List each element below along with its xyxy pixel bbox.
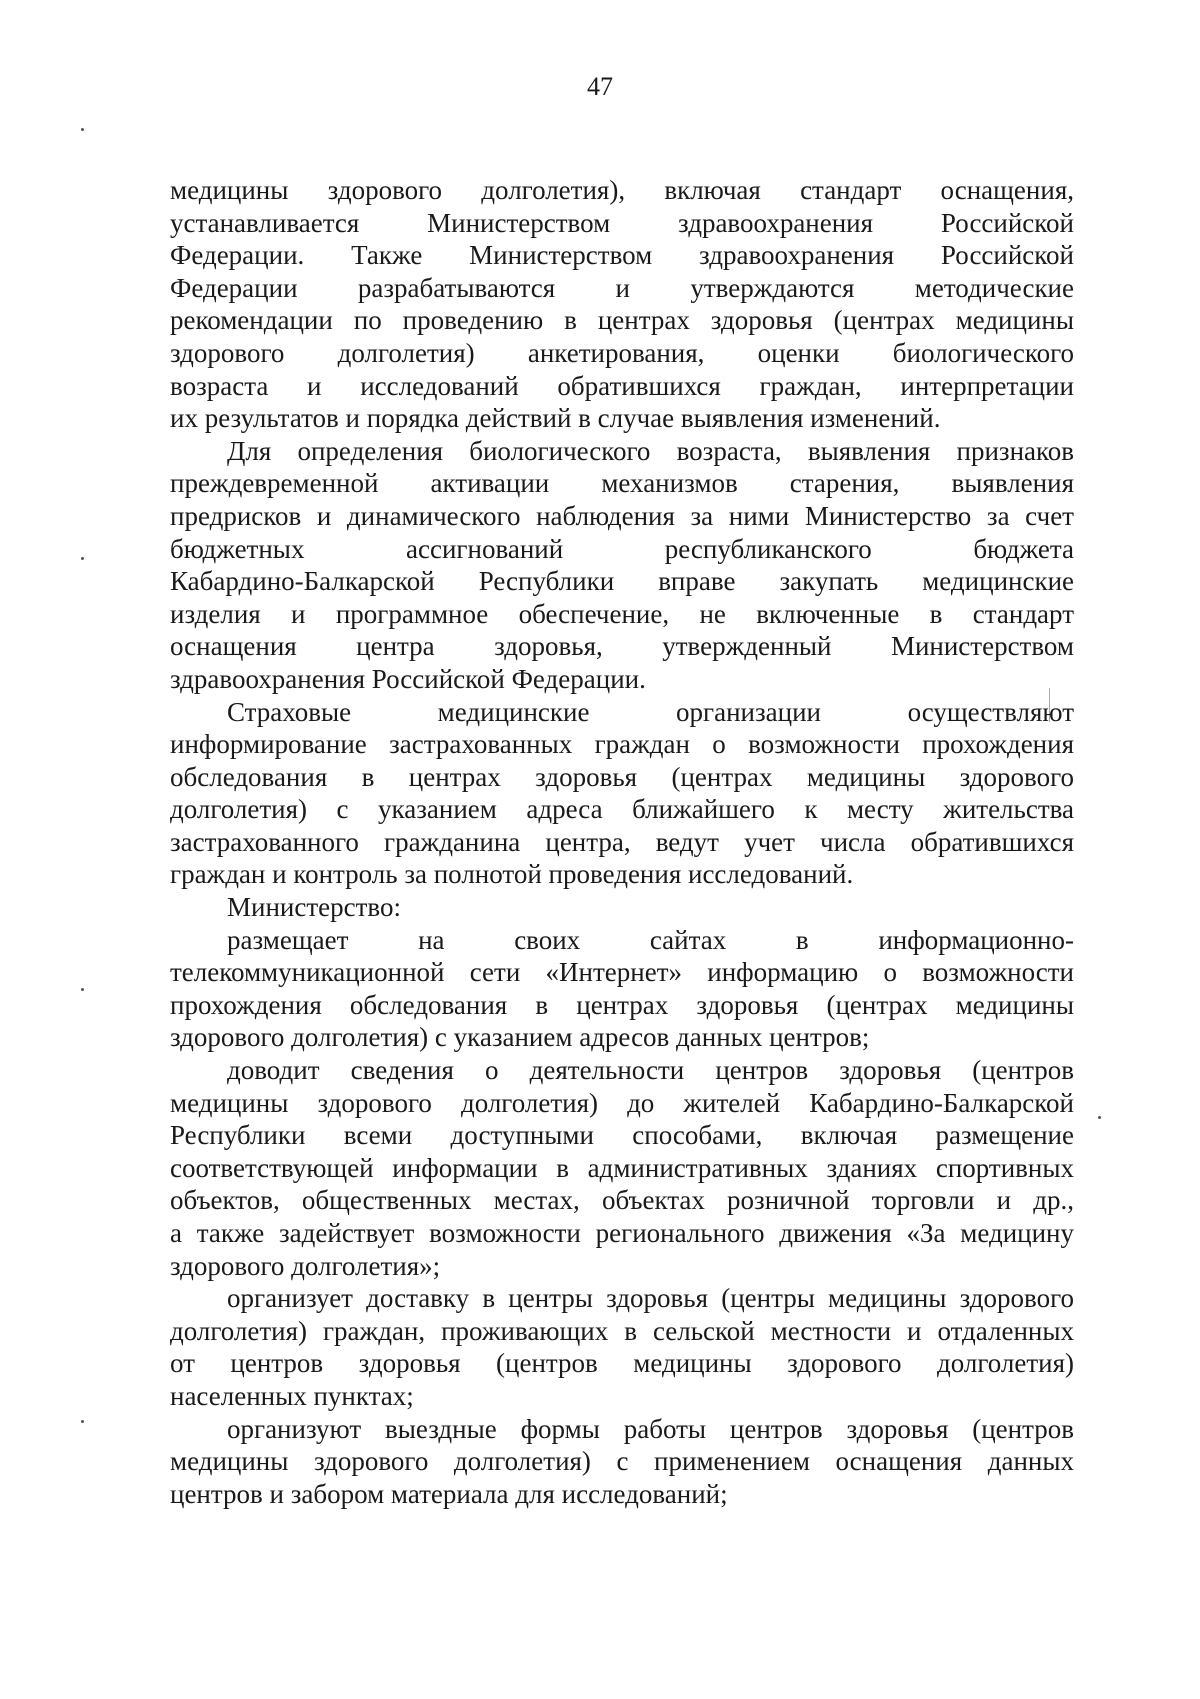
text-line: соответствующей информации в административных зданиях спортивных <box>170 1152 1074 1183</box>
text-line: Министерство: <box>227 892 401 923</box>
text-line: медицины здорового долголетия) с применением оснащения данных <box>170 1446 1074 1477</box>
scan-speck <box>81 1420 84 1423</box>
text-line: прохождения обследования в центрах здоровья (центрах медицины <box>170 989 1074 1020</box>
text-line: организует доставку в центры здоровья (центры медицины здорового <box>227 1283 1074 1314</box>
text-line: возраста и исследований обратившихся граждан, интерпретации <box>170 370 1074 401</box>
text-line: их результатов и порядка действий в случае выявления изменений. <box>170 403 941 434</box>
text-line: граждан и контроль за полнотой проведения исследований. <box>170 859 854 890</box>
text-line: размещает на своих сайтах в информационно- <box>227 924 1074 955</box>
text-line: информирование застрахованных граждан о возможности прохождения <box>170 729 1074 760</box>
text-line: здравоохранения Российской Федерации. <box>170 663 646 694</box>
page-number: 47 <box>587 72 613 101</box>
text-line: Для определения биологического возраста, выявления признаков <box>227 435 1074 466</box>
scan-speck <box>81 988 84 991</box>
text-line: центров и забором материала для исследований; <box>170 1478 728 1509</box>
scan-speck <box>81 557 84 560</box>
text-line: от центров здоровья (центров медицины здорового долголетия) <box>170 1348 1074 1379</box>
text-line: устанавливается Министерством здравоохранения Российской <box>170 207 1074 238</box>
text-line: медицины здорового долголетия) до жителей Кабардино-Балкарской <box>170 1087 1074 1118</box>
text-line: долголетия) с указанием адреса ближайшего к месту жительства <box>170 794 1074 825</box>
text-line: изделия и программное обеспечение, не включенные в стандарт <box>170 598 1074 629</box>
text-line: доводит сведения о деятельности центров здоровья (центров <box>227 1055 1074 1086</box>
text-line: преждевременной активации механизмов старения, выявления <box>170 468 1074 499</box>
text-line: организуют выездные формы работы центров здоровья (центров <box>227 1413 1074 1444</box>
text-line: телекоммуникационной сети «Интернет» информацию о возможности <box>170 957 1074 988</box>
text-line: здорового долголетия»; <box>170 1250 441 1281</box>
text-line: а также задействует возможности регионального движения «За медицину <box>170 1218 1074 1248</box>
text-line: застрахованного гражданина центра, ведут учет числа обратившихся <box>170 826 1074 857</box>
text-line: бюджетных ассигнований республиканского бюджета <box>170 533 1074 564</box>
text-line: медицины здорового долголетия), включая стандарт оснащения, <box>170 175 1074 205</box>
text-line: здорового долголетия) анкетирования, оценки биологического <box>170 337 1074 368</box>
scan-speck <box>81 128 84 131</box>
text-line: здорового долголетия) с указанием адресов данных центров; <box>170 1022 870 1053</box>
text-line: Кабардино-Балкарской Республики вправе закупать медицинские <box>170 566 1074 597</box>
text-line: объектов, общественных местах, объектах розничной торговли и др., <box>170 1185 1074 1216</box>
text-line: обследования в центрах здоровья (центрах медицины здорового <box>170 761 1074 792</box>
text-line: рекомендации по проведению в центрах здоровья (центрах медицины <box>170 305 1074 336</box>
text-line: оснащения центра здоровья, утвержденный Министерством <box>170 631 1074 662</box>
text-line: Республики всеми доступными способами, включая размещение <box>170 1120 1074 1151</box>
text-line: Федерации. Также Министерством здравоохранения Российской <box>170 240 1074 271</box>
text-line: Страховые медицинские организации осуществляют <box>227 696 1074 727</box>
scan-speck <box>1098 1116 1101 1119</box>
text-line: долголетия) граждан, проживающих в сельской местности и отдаленных <box>170 1315 1074 1346</box>
document-body <box>170 174 1074 1510</box>
text-line: населенных пунктах; <box>170 1380 414 1411</box>
text-line: Федерации разрабатываются и утверждаются методические <box>170 272 1074 303</box>
text-line: предрисков и динамического наблюдения за ними Министерство за счет <box>170 500 1074 531</box>
